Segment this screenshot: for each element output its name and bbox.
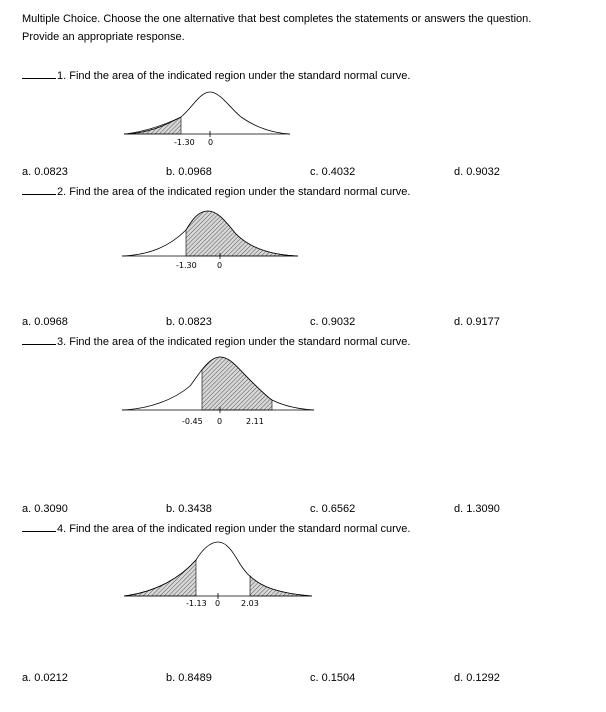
normal-curve-graph-1	[122, 86, 292, 148]
question-2	[22, 184, 410, 199]
tick-label-z: -1.30	[176, 261, 197, 270]
answer-blank[interactable]	[22, 521, 56, 532]
shaded-region-left	[124, 560, 196, 596]
choice-b[interactable]: b. 0.0823	[166, 316, 212, 328]
normal-curve	[124, 542, 312, 596]
tick-label-z1: -0.45	[182, 417, 203, 426]
tick-label-z: -1.30	[174, 138, 195, 147]
shaded-region	[186, 211, 298, 256]
shaded-region	[124, 117, 181, 134]
tick-label-zero: 0	[208, 138, 214, 147]
shaded-region	[202, 357, 272, 410]
choice-d[interactable]: d. 0.9032	[454, 166, 500, 178]
tick-label-z1: -1.13	[186, 599, 207, 608]
tick-label-z2: 2.11	[246, 417, 264, 426]
question-3	[22, 334, 410, 349]
choice-c[interactable]: c. 0.4032	[310, 166, 356, 178]
question-1	[22, 68, 410, 83]
answer-blank[interactable]	[22, 334, 56, 345]
tick-label-z2: 2.03	[241, 599, 259, 608]
choice-c[interactable]: c. 0.1504	[310, 672, 356, 684]
answer-blank[interactable]	[22, 184, 56, 195]
question-text: 3. Find the area of the indicated region under the standard normal curve.	[57, 336, 411, 348]
choice-b[interactable]: b. 0.3438	[166, 503, 212, 515]
normal-curve-graph-3	[120, 354, 316, 430]
normal-curve	[124, 92, 290, 134]
question-text: 1. Find the area of the indicated region under the standard normal curve.	[57, 70, 411, 82]
choice-a[interactable]: a. 0.0823	[22, 166, 68, 178]
instructions-line-1: Multiple Choice. Choose the one alternative that best completes the statements or answers the question.	[22, 13, 532, 25]
choice-d[interactable]: d. 0.1292	[454, 672, 500, 684]
choice-a[interactable]: a. 0.3090	[22, 503, 68, 515]
instructions-line-2: Provide an appropriate response.	[22, 31, 185, 43]
choice-a[interactable]: a. 0.0212	[22, 672, 68, 684]
question-text: 4. Find the area of the indicated region under the standard normal curve.	[57, 523, 411, 535]
choice-b[interactable]: b. 0.8489	[166, 672, 212, 684]
choice-d[interactable]: d. 1.3090	[454, 503, 500, 515]
question-4	[22, 521, 410, 536]
choice-c[interactable]: c. 0.6562	[310, 503, 356, 515]
choice-c[interactable]: c. 0.9032	[310, 316, 356, 328]
shaded-region-right	[250, 576, 312, 596]
tick-label-zero: 0	[215, 599, 221, 608]
normal-curve-graph-2	[120, 206, 300, 272]
choice-a[interactable]: a. 0.0968	[22, 316, 68, 328]
normal-curve-graph-4	[120, 538, 316, 610]
choice-d[interactable]: d. 0.9177	[454, 316, 500, 328]
choice-b[interactable]: b. 0.0968	[166, 166, 212, 178]
answer-blank[interactable]	[22, 68, 56, 79]
tick-label-zero: 0	[217, 417, 223, 426]
tick-label-zero: 0	[217, 261, 223, 270]
question-text: 2. Find the area of the indicated region under the standard normal curve.	[57, 186, 411, 198]
